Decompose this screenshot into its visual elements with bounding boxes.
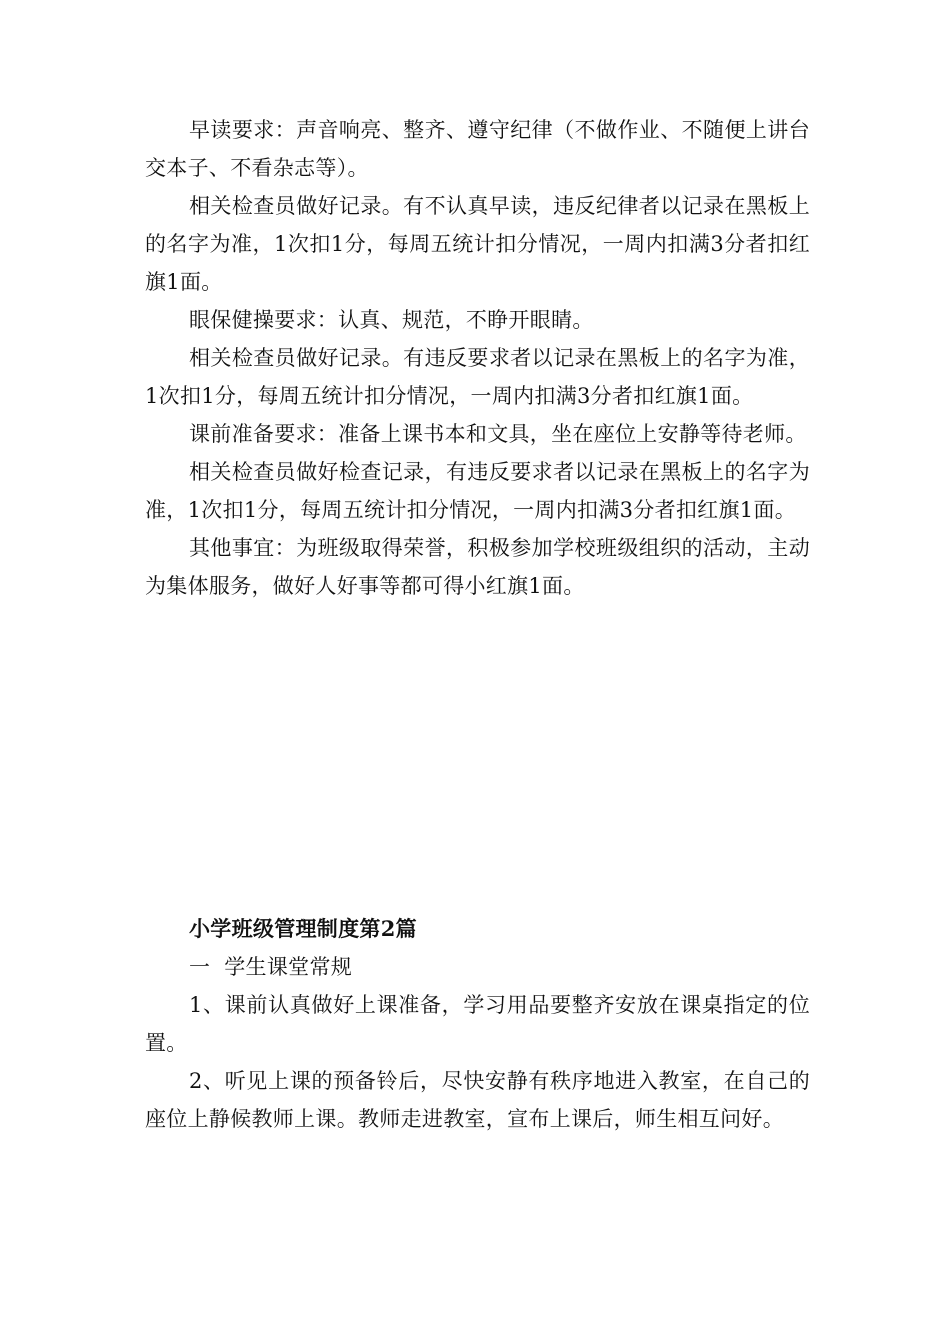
section-1-text bbox=[145, 111, 810, 605]
paragraph-class-preparation: 课前准备要求：准备上课书本和文具，坐在座位上安静等待老师。 bbox=[189, 422, 807, 446]
paragraph-eye-exercise: 眼保健操要求：认真、规范，不睁开眼睛。 bbox=[189, 308, 594, 332]
section-title: 小学班级管理制度第2篇 bbox=[189, 916, 417, 941]
paragraph-class-preparation-check: 相关检查员做好检查记录，有违反要求者以记录在黑板上的名字为准，1次扣1分，每周五统计扣分情况，一周内扣满3分者扣红旗1面。 bbox=[145, 460, 810, 522]
section-subtitle: 一 学生课堂常规 bbox=[189, 955, 353, 979]
paragraph-eye-exercise-check: 相关检查员做好记录。有违反要求者以记录在黑板上的名字为准，1次扣1分，每周五统计扣分情况，一周内扣满3分者扣红旗1面。 bbox=[145, 346, 810, 408]
paragraph-morning-reading-check: 相关检查员做好记录。有不认真早读，违反纪律者以记录在黑板上的名字为准，1次扣1分，每周五统计扣分情况，一周内扣满3分者扣红旗1面。 bbox=[145, 194, 810, 294]
paragraph-rule-2: 2、听见上课的预备铃后，尽快安静有秩序地进入教室，在自己的座位上静候教师上课。教师走进教室，宣布上课后，师生相互问好。 bbox=[145, 1069, 810, 1131]
section-2-text bbox=[145, 910, 810, 1138]
paragraph-other-matters: 其他事宜：为班级取得荣誉，积极参加学校班级组织的活动，主动为集体服务，做好人好事等都可得小红旗1面。 bbox=[145, 536, 810, 598]
paragraph-rule-1: 1、课前认真做好上课准备，学习用品要整齐安放在课桌指定的位置。 bbox=[145, 993, 810, 1055]
paragraph-morning-reading: 早读要求：声音响亮、整齐、遵守纪律（不做作业、不随便上讲台交本子、不看杂志等）。 bbox=[145, 118, 810, 180]
